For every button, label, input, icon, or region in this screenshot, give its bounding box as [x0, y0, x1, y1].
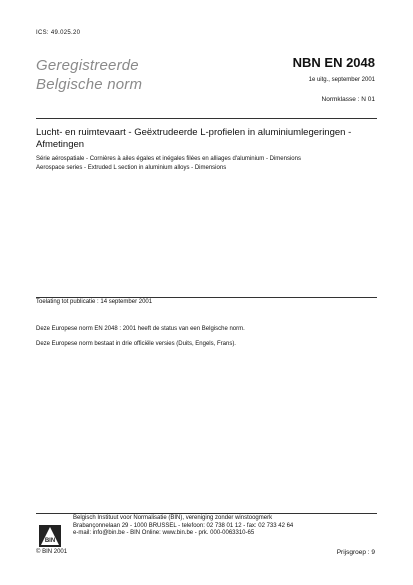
institute-info [73, 515, 293, 538]
registered-standard-title-line1: Geregistreerde [36, 57, 139, 74]
status-statement: Deze Europese norm EN 2048 : 2001 heeft de status van een Belgische norm. [36, 326, 245, 332]
dutch-title: Lucht- en ruimtevaart - Geëxtrudeerde L-profielen in aluminiumlegeringen - Afmetingen [36, 127, 352, 150]
copyright: © BIN 2001 [36, 549, 68, 555]
registered-standard-title-line2: Belgische norm [36, 76, 143, 93]
title-block [36, 127, 376, 173]
price-group: Prijsgroep : 9 [336, 549, 375, 556]
institute-contact: e-mail: info@bin.be - BIN Online: www.bin.be - prk. 000-0063310-65 [73, 530, 255, 537]
standard-number: NBN EN 2048 [292, 55, 375, 70]
header-divider [36, 118, 377, 119]
language-versions-statement: Deze Europese norm bestaat in drie officiële versies (Duits, Engels, Frans). [36, 341, 236, 347]
english-title: Aerospace series - Extruded L section in aluminium alloys - Dimensions [36, 165, 227, 171]
body-divider [36, 297, 377, 298]
footer-divider [36, 513, 377, 514]
ics-code: ICS: 49.025.20 [36, 30, 81, 36]
institute-address: Brabançonnelaan 29 - 1000 BRUSSEL - telefoon: 02 738 01 12 - fax: 02 733 42 64 [73, 522, 294, 529]
publication-approval: Toelating tot publicatie : 14 september 2001 [36, 299, 153, 305]
bin-logo [38, 524, 62, 548]
bin-logo-text: BIN [44, 538, 56, 544]
norm-class: Normklasse : N 01 [321, 96, 375, 103]
french-title: Série aérospatiale - Cornières à ailes égales et inégales filées en alliages d'aluminium - Dimensions [36, 156, 301, 162]
institute-name: Belgisch Instituut voor Normalisatie (BIN), vereniging zonder winstoogmerk [73, 515, 273, 521]
publication-edition: 1e uitg., september 2001 [308, 77, 375, 83]
